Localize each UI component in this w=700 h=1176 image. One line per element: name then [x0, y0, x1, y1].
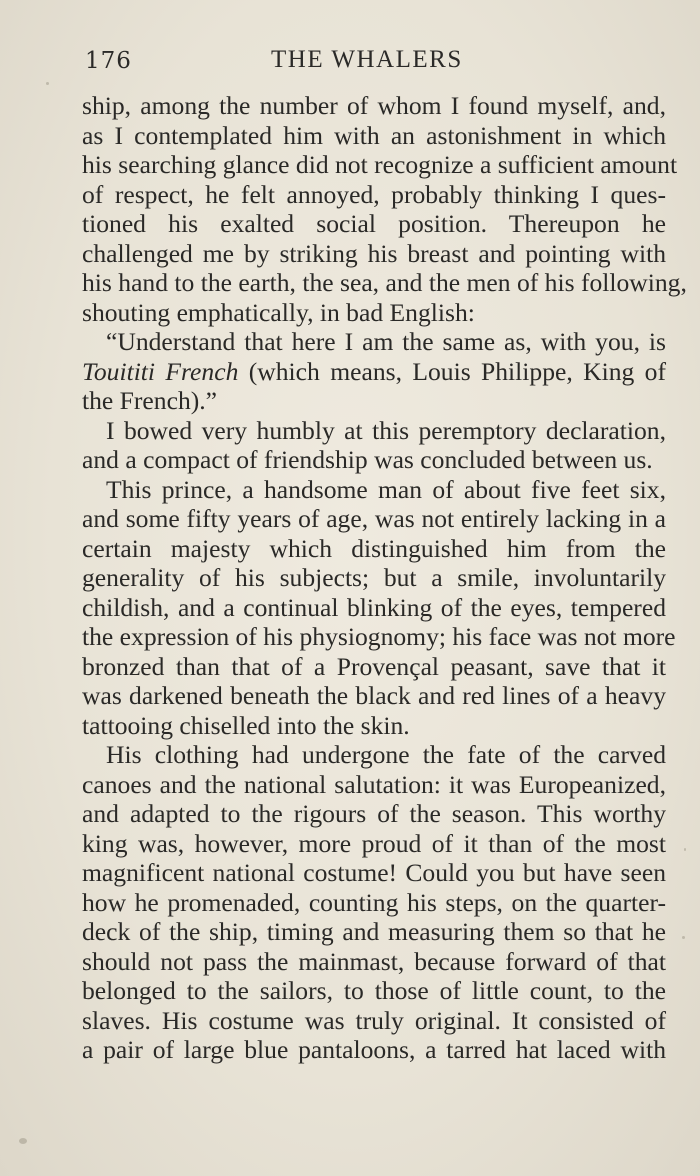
line-text: slaves. His costume was truly original. It consisted of — [82, 1005, 666, 1035]
text-line — [82, 91, 666, 121]
page-header — [82, 44, 666, 78]
text-line — [82, 858, 666, 888]
text-line — [82, 888, 666, 918]
text-line — [82, 180, 666, 210]
line-text: king was, however, more proud of it than of the most — [82, 828, 666, 858]
line-text: childish, and a continual blinking of the eyes, tempered — [82, 592, 666, 622]
line-text: I bowed very humbly at this peremptory declaration, — [106, 415, 666, 445]
line-text: deck of the ship, timing and measuring them so that he — [82, 917, 666, 946]
paper-speck — [46, 82, 49, 85]
line-text: magnificent national costume! Could you but have seen — [82, 858, 666, 887]
text-line — [82, 799, 666, 829]
line-text: tattooing chiselled into the skin. — [82, 710, 410, 740]
line-text: His clothing had undergone the fate of the carved — [106, 740, 666, 769]
text-line — [82, 711, 666, 741]
text-line — [82, 121, 666, 151]
line-text: the expression of his physiognomy; his face was not more — [82, 622, 676, 651]
text-line — [82, 681, 666, 711]
text-line — [82, 917, 666, 947]
italic-phrase: Touititi French — [82, 356, 239, 386]
line-text: ship, among the number of whom I found myself, and, — [82, 91, 666, 120]
line-text: tioned his exalted social position. Thereupon he — [82, 209, 666, 238]
text-line — [82, 386, 666, 416]
text-line — [82, 268, 687, 298]
text-line — [82, 475, 666, 505]
line-text: was darkened beneath the black and red lines of a heavy — [82, 681, 666, 710]
page-number: 176 — [85, 48, 132, 74]
paper-speck — [684, 848, 686, 851]
text-line — [82, 1035, 666, 1065]
line-text: and some fifty years of age, was not entirely lacking in a — [82, 504, 666, 533]
text-line — [82, 150, 678, 180]
text-line — [82, 416, 666, 446]
line-text: as I contemplated him with an astonishment in which — [82, 120, 666, 150]
line-text: challenged me by striking his breast and pointing with — [82, 238, 666, 268]
text-line — [82, 622, 676, 652]
line-text: should not pass the mainmast, because forward of that — [82, 946, 666, 976]
line-text: how he promenaded, counting his steps, on the quarter- — [82, 887, 666, 917]
text-line — [82, 740, 666, 770]
text-line — [82, 357, 666, 387]
text-line — [82, 593, 666, 623]
text-line — [82, 652, 666, 682]
line-text: belonged to the sailors, to those of little count, to the — [82, 976, 666, 1005]
text-line — [82, 534, 666, 564]
line-text: canoes and the national salutation: it was Europeanized, — [82, 769, 666, 799]
line-text: This prince, a handsome man of about five feet six, — [106, 474, 666, 504]
text-line — [82, 829, 666, 859]
text-line — [82, 563, 666, 593]
line-text: (which means, Louis Philippe, King of — [238, 356, 667, 386]
running-title: THE WHALERS — [271, 46, 463, 73]
paper-speck — [19, 1138, 27, 1144]
line-text: his searching glance did not recognize a sufficient amount — [82, 150, 678, 179]
line-text: his hand to the earth, the sea, and the men of his following, — [82, 268, 687, 297]
text-line — [82, 770, 666, 800]
text-line — [82, 504, 666, 534]
text-line — [82, 298, 666, 328]
line-text: bronzed than that of a Provençal peasant, save that it — [82, 651, 666, 681]
text-line — [82, 239, 666, 269]
text-line — [82, 327, 666, 357]
line-text: of respect, he felt annoyed, probably thinking I ques- — [82, 179, 666, 209]
text-line — [82, 947, 666, 977]
text-line — [82, 445, 666, 475]
body-text — [82, 91, 687, 1065]
line-text: shouting emphatically, in bad English: — [82, 297, 475, 327]
text-line — [82, 1006, 666, 1036]
line-text: the French).” — [82, 386, 218, 415]
paper-speck — [682, 936, 685, 939]
line-text: generality of his subjects; but a smile, involuntarily — [82, 563, 666, 592]
line-text: and adapted to the rigours of the season. This worthy — [82, 799, 666, 828]
text-line — [82, 209, 666, 239]
line-text: and a compact of friendship was concluded between us. — [82, 445, 653, 474]
text-line — [82, 976, 666, 1006]
line-text: a pair of large blue pantaloons, a tarred hat laced with — [82, 1035, 666, 1064]
line-text: “Understand that here I am the same as, with you, is — [106, 327, 666, 356]
line-text: certain majesty which distinguished him from the — [82, 533, 666, 563]
